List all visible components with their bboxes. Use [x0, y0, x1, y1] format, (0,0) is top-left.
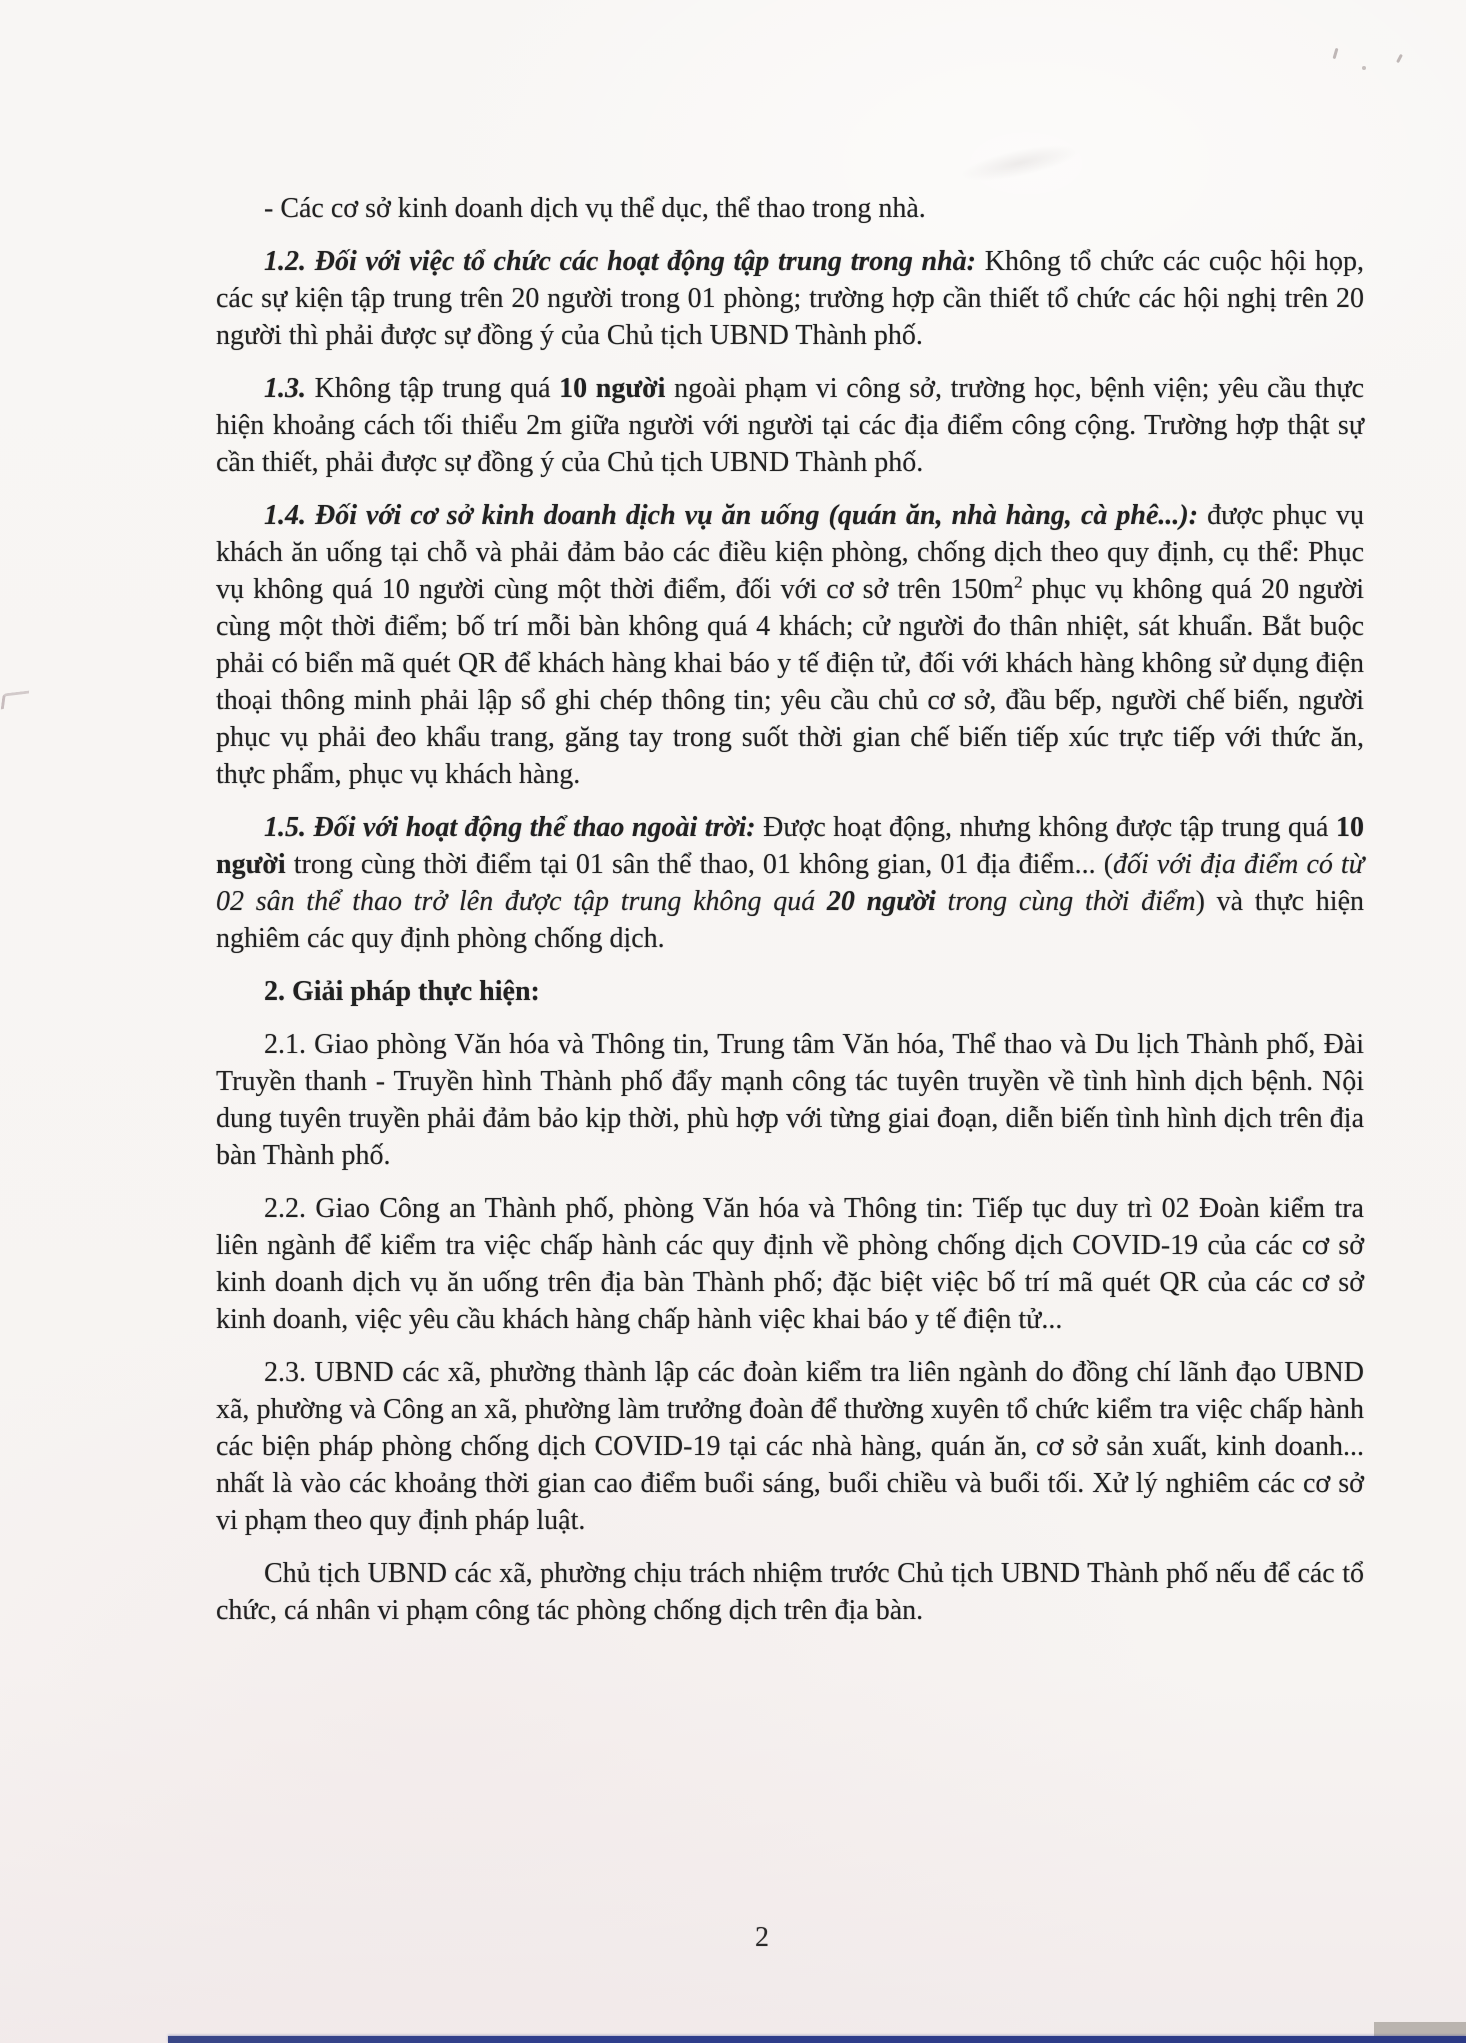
section-lead-in: 1.4. Đối với cơ sở kinh doanh dịch vụ ăn uống (quán ăn, nhà hàng, cà phê...): — [264, 500, 1208, 531]
paragraph-section-2-2 — [216, 1190, 1364, 1338]
text-segment: ) và thực hiện nghiêm các quy định phòng chống dịch. — [216, 886, 1365, 954]
text-segment: Chủ tịch UBND các xã, phường chịu trách nhiệm trước Chủ tịch UBND Thành phố nếu để các tổ chức, cá nhân vi phạm công tác phòng chống dịch trên địa bàn. — [216, 1558, 1364, 1626]
section-lead-in: 1.5. Đối với hoạt động thể thao ngoài trời: — [264, 812, 764, 843]
paragraph-section-2-1 — [216, 1026, 1364, 1174]
superscript-2: 2 — [1013, 572, 1023, 592]
text-segment: 2.1. Giao phòng Văn hóa và Thông tin, Trung tâm Văn hóa, Thể thao và Du lịch Thành phố, Đài Truyền thanh - Truyền hình Thành phố đẩy mạnh công tác tuyên truyền về tình hình dịch bệnh. Nội dung tuyên truyền phải đảm bảo kịp thời, phù hợp với từng giai đoạn, diễn biến tình hình dịch trên địa bàn Thành phố. — [216, 1029, 1364, 1171]
heading-solutions — [216, 973, 1364, 1010]
text-segment-bold: 10 người — [216, 812, 1364, 880]
paragraph-section-1-5 — [216, 809, 1364, 957]
text-segment: được phục vụ khách ăn uống tại chỗ và phải đảm bảo các điều kiện phòng, chống dịch theo quy định, cụ thể: Phục vụ không quá 10 người cùng một thời điểm, đối với cơ sở trên 150m — [216, 500, 1365, 605]
paragraph-bullet-indoor-sports — [216, 190, 1364, 227]
scan-artifact-bottom-bar — [168, 2036, 1466, 2043]
text-segment: - Các cơ sở kinh doanh dịch vụ thể dục, thể thao trong nhà. — [264, 193, 926, 224]
heading-text: 2. Giải pháp thực hiện: — [264, 976, 540, 1007]
text-segment: Không tổ chức các cuộc hội họp, các sự kiện tập trung trên 20 người trong 01 phòng; trường hợp cần thiết tổ chức các hội nghị trên 20 người thì phải được sự đồng ý của Chủ tịch UBND Thành phố. — [216, 246, 1365, 351]
scan-artifact-tick — [1333, 48, 1339, 59]
scan-artifact-pen-mark — [1, 690, 30, 709]
page-number: 2 — [755, 1922, 769, 1953]
scan-artifact-dot — [1362, 66, 1366, 70]
document-body — [216, 190, 1364, 1645]
text-segment: Được hoạt động, nhưng không được tập trung quá — [763, 812, 1336, 843]
paragraph-section-2-3 — [216, 1354, 1364, 1539]
scan-artifact-tick — [1396, 54, 1403, 63]
text-segment: trong cùng thời điểm tại 01 sân thể thao, 01 không gian, 01 địa điểm... ( — [285, 849, 1114, 880]
text-segment-bold: 10 người — [559, 373, 675, 404]
paragraph-section-1-4 — [216, 497, 1364, 793]
section-lead-in: 1.3. — [264, 373, 315, 404]
text-segment: 2.2. Giao Công an Thành phố, phòng Văn hóa và Thông tin: Tiếp tục duy trì 02 Đoàn kiểm tra liên ngành để kiểm tra việc chấp hành các quy định về phòng chống dịch COVID-19 của các cơ sở kinh doanh dịch vụ ăn uống trên địa bàn Thành phố; đặc biệt việc bố trí mã quét QR của các cơ sở kinh doanh, việc yêu cầu khách hàng chấp hành việc khai báo y tế điện tử... — [216, 1193, 1364, 1335]
paragraph-closing — [216, 1555, 1364, 1629]
text-segment-italic: đối với địa điểm có từ 02 sân thể thao trở lên được tập trung không quá — [216, 849, 1364, 917]
text-segment: ngoài phạm vi công sở, trường học, bệnh viện; yêu cầu thực hiện khoảng cách tối thiểu 2m giữa người với người tại các địa điểm công cộng. Trường hợp thật sự cần thiết, phải được sự đồng ý của Chủ tịch UBND Thành phố. — [216, 373, 1365, 478]
text-segment: Không tập trung quá — [314, 373, 560, 404]
text-segment-bold-italic: 20 người — [826, 886, 936, 917]
paragraph-section-1-3 — [216, 370, 1364, 481]
text-segment-italic: trong cùng thời điểm — [935, 886, 1196, 917]
scan-artifact-smudge — [959, 138, 1082, 188]
paragraph-section-1-2 — [216, 243, 1364, 354]
section-lead-in: 1.2. Đối với việc tổ chức các hoạt động tập trung trong nhà: — [264, 246, 985, 277]
text-segment: phục vụ không quá 20 người cùng một thời điểm; bố trí mỗi bàn không quá 4 khách; cử người đo thân nhiệt, sát khuẩn. Bắt buộc phải có biển mã quét QR để khách hàng khai báo y tế điện tử, đối với khách hàng không sử dụng điện thoại thông minh phải lập sổ ghi chép thông tin; yêu cầu chủ cơ sở, đầu bếp, người chế biến, người phục vụ phải đeo khẩu trang, găng tay trong suốt thời gian chế biến tiếp xúc trực tiếp với thức ăn, thực phẩm, phục vụ khách hàng. — [216, 574, 1365, 790]
text-segment: 2.3. UBND các xã, phường thành lập các đoàn kiểm tra liên ngành do đồng chí lãnh đạo UBND xã, phường và Công an xã, phường làm trưởng đoàn để thường xuyên tổ chức kiểm tra việc chấp hành các biện pháp phòng chống dịch COVID-19 tại các nhà hàng, quán ăn, cơ sở sản xuất, kinh doanh... nhất là vào các khoảng thời gian cao điểm buổi sáng, buổi chiều và buổi tối. Xử lý nghiêm các cơ sở vi phạm theo quy định pháp luật. — [216, 1357, 1364, 1536]
